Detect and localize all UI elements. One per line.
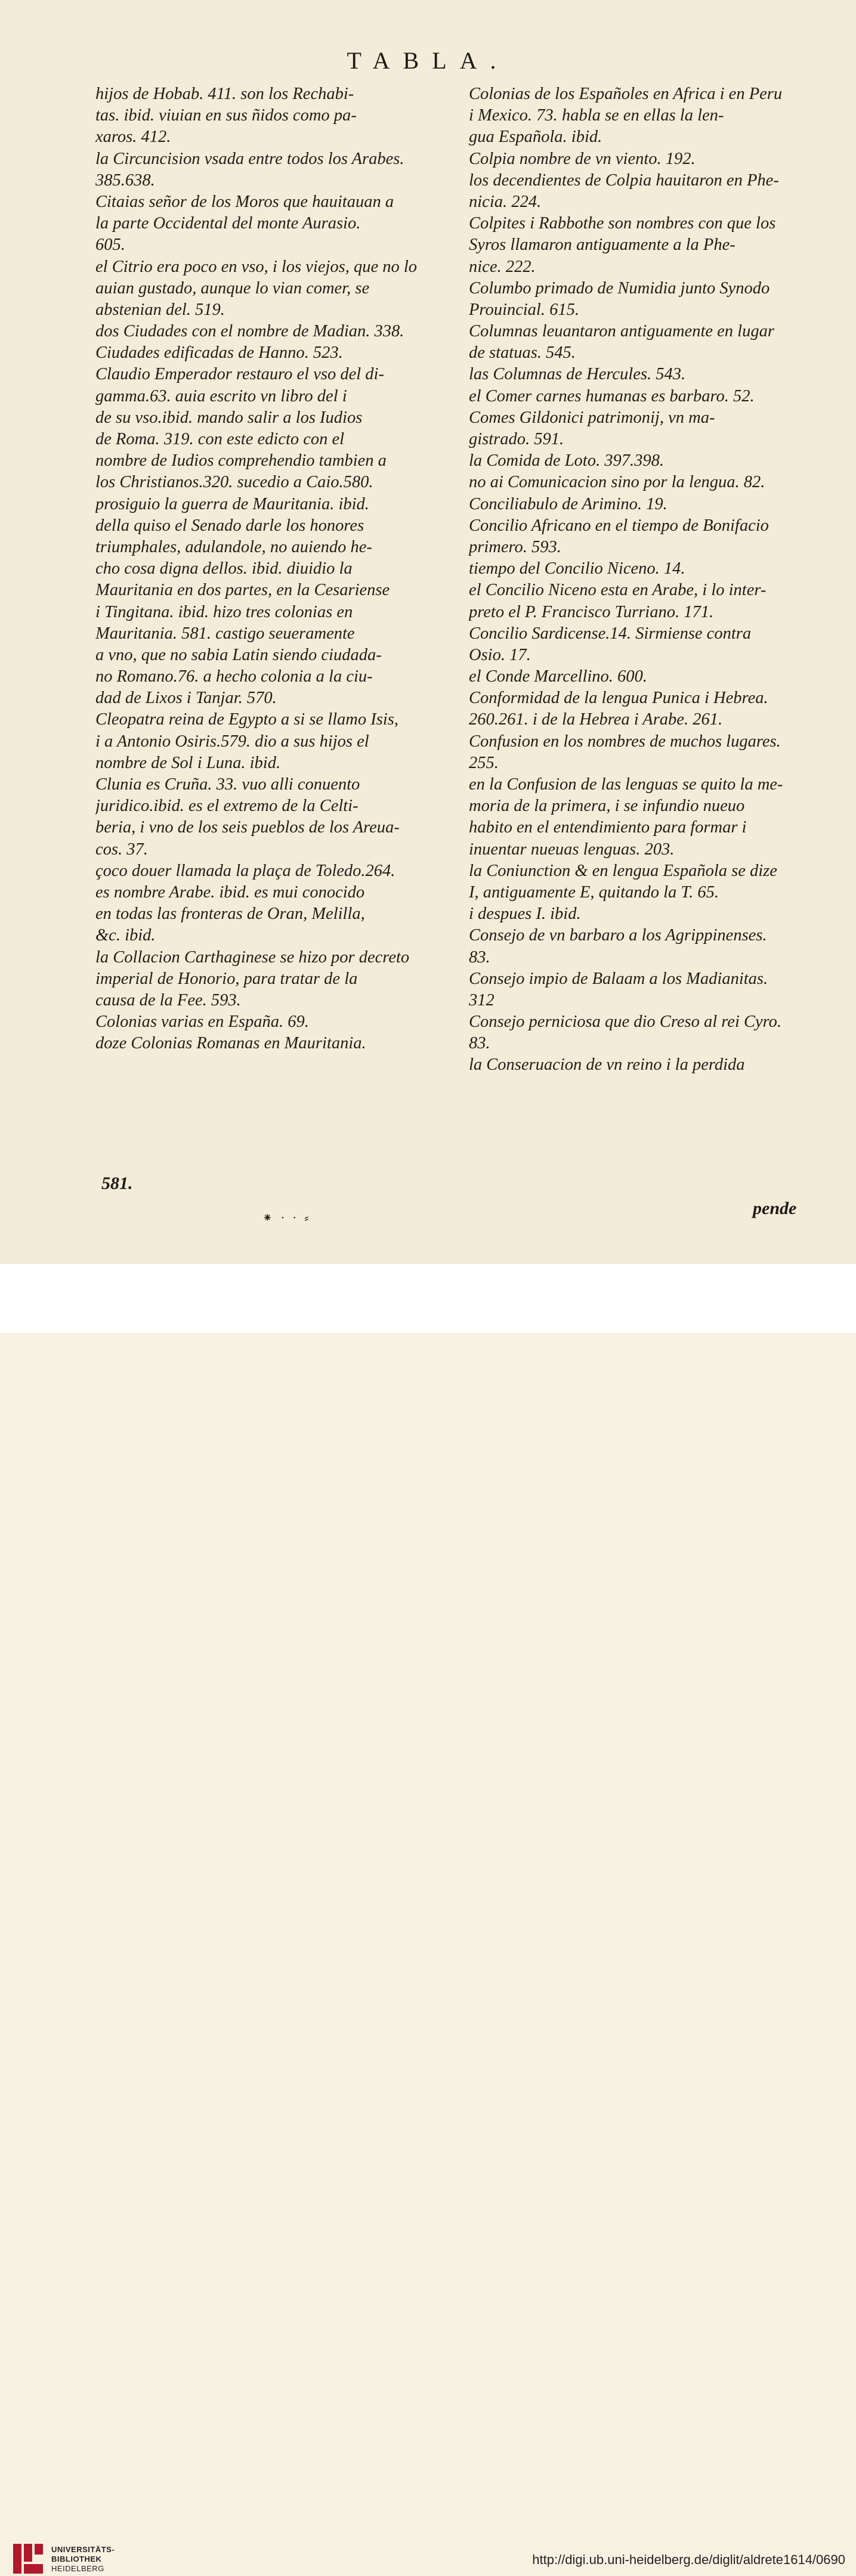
index-line: dad de Lixos i Tanjar. 570. (95, 689, 277, 708)
index-line: 312 (469, 990, 495, 1010)
index-line: 83. (469, 1034, 490, 1053)
index-line: en la Confusion de las lenguas se quito la me- (469, 775, 783, 794)
index-line: Consejo de vn barbaro a los Agrippinenses. (469, 926, 767, 945)
index-line: Clunia es Cruña. 33. vuo alli conuento (95, 775, 360, 794)
index-line: auian gustado, aunque lo vian comer, se (95, 278, 370, 298)
index-line: nombre de Iudios comprehendio tambien a (95, 451, 387, 470)
library-logo-icon (11, 2541, 45, 2576)
index-line: i despues I. ibid. (469, 905, 581, 924)
index-line: nicia. 224. (469, 192, 542, 211)
index-line: la Circuncision vsada entre todos los Arabes. (95, 149, 404, 168)
index-line: 605. (95, 236, 125, 255)
index-line: Comes Gildonici patrimonij, vn ma- (469, 408, 715, 427)
index-line: prosiguio la guerra de Mauritania. ibid. (95, 494, 369, 513)
index-line: es nombre Arabe. ibid. es mui conocido (95, 883, 365, 902)
book-page (0, 0, 856, 1264)
index-line: gua Española. ibid. (469, 128, 602, 147)
index-line: 255. (469, 753, 499, 772)
index-line: gamma.63. auia escrito vn libro del i (95, 386, 347, 405)
index-line: Mauritania. 581. castigo seueramente (95, 624, 355, 643)
index-line: Prouincial. 615. (469, 300, 579, 319)
index-line: Colpia nombre de vn viento. 192. (469, 149, 696, 168)
index-line: imperial de Honorio, para tratar de la (95, 969, 358, 988)
index-line: la Collacion Carthaginese se hizo por decreto (95, 948, 410, 967)
library-name: UNIVERSITÄTS- BIBLIOTHEK HEIDELBERG (51, 2545, 115, 2573)
index-line: triumphales, adulandole, no auiendo he- (95, 537, 372, 556)
index-line: de statuas. 545. (469, 343, 576, 363)
index-line: Columnas leuantaron antiguamente en lugar (469, 322, 774, 341)
index-line: Colonias de los Españoles en Africa i en Peru (469, 85, 783, 103)
index-line: a vno, que no sabia Latin siendo ciudada- (95, 645, 382, 664)
index-line: i Mexico. 73. habla se en ellas la len- (469, 106, 724, 125)
index-line: Conformidad de la lengua Punica i Hebrea. (469, 689, 768, 708)
index-line: las Columnas de Hercules. 543. (469, 365, 686, 384)
index-line: Confusion en los nombres de muchos lugares. (469, 732, 781, 751)
index-line: Mauritania en dos partes, en la Cesariense (95, 581, 390, 600)
index-line: tiempo del Concilio Niceno. 14. (469, 559, 685, 578)
index-line: 83. (469, 948, 490, 967)
index-line: Osio. 17. (469, 645, 531, 664)
index-line: Cleopatra reina de Egypto a si se llamo Isis, (95, 710, 398, 729)
index-line: la Coniunction & en lengua Española se dize (469, 861, 777, 880)
index-line: 385.638. (95, 171, 155, 190)
page-number: 581. (101, 1174, 133, 1193)
index-line: beria, i vno de los seis pueblos de los Areua- (95, 818, 400, 837)
index-line: Conciliabulo de Arimino. 19. (469, 494, 668, 513)
index-line: la Conseruacion de vn reino i la perdida (469, 1055, 745, 1075)
index-line: juridico.ibid. es el extremo de la Celti- (95, 797, 359, 816)
source-url[interactable]: http://digi.ub.uni-heidelberg.de/diglit/aldrete1614/0690 (532, 2552, 845, 2567)
index-line: preto el P. Francisco Turriano. 171. (469, 602, 714, 621)
index-line: en todas las fronteras de Oran, Melilla, (95, 905, 365, 924)
index-line: dos Ciudades con el nombre de Madian. 338. (95, 322, 404, 341)
index-line: çoco douer llamada la plaça de Toledo.264. (95, 861, 395, 880)
index-line: hijos de Hobab. 411. son los Rechabi- (95, 85, 354, 103)
index-line: Claudio Emperador restauro el vso del di- (95, 365, 384, 384)
index-line: los Christianos.320. sucedio a Caio.580. (95, 473, 373, 492)
index-line: gistrado. 591. (469, 430, 564, 448)
index-line: Colonias varias en España. 69. (95, 1013, 309, 1032)
index-line: primero. 593. (469, 537, 561, 556)
index-line: no Romano.76. a hecho colonia a la ciu- (95, 667, 373, 686)
index-line: I, antiguamente E, quitando la T. 65. (469, 883, 719, 902)
index-line: i a Antonio Osiris.579. dio a sus hijos el (95, 732, 369, 751)
index-line: cos. 37. (95, 840, 148, 859)
index-line: los decendientes de Colpia hauitaron en Phe- (469, 171, 779, 190)
index-line: 260.261. i de la Hebrea i Arabe. 261. (469, 710, 723, 729)
index-line: Ciudades edificadas de Hanno. 523. (95, 343, 343, 363)
index-line: Columbo primado de Numidia junto Synodo (469, 278, 770, 298)
index-line: causa de la Fee. 593. (95, 990, 241, 1010)
index-line: tas. ibid. viuian en sus ñidos como pa- (95, 106, 357, 125)
index-line: i Tingitana. ibid. hizo tres colonias en (95, 602, 353, 621)
index-line: de su vso.ibid. mando salir a los Iudios (95, 408, 363, 427)
index-line: abstenian del. 519. (95, 300, 225, 319)
index-line: nice. 222. (469, 257, 536, 276)
index-line: Colpites i Rabbothe son nombres con que los (469, 214, 776, 233)
index-column-left (95, 83, 471, 1054)
index-line: &c. ibid. (95, 926, 156, 945)
running-head: TABLA. (347, 47, 509, 74)
index-line: Concilio Sardicense.14. Sirmiense contra (469, 624, 752, 643)
index-line: el Concilio Niceno esta en Arabe, i lo inter- (469, 581, 767, 600)
index-line: inuentar nueuas lenguas. 203. (469, 840, 675, 859)
index-line: Consejo perniciosa que dio Creso al rei Cyro. (469, 1013, 782, 1032)
index-line: la parte Occidental del monte Aurasio. (95, 214, 361, 233)
printer-ornament: ⁕ ⸱ ⸱ ⸗ (262, 1210, 311, 1225)
index-line: Concilio Africano en el tiempo de Bonifacio (469, 516, 769, 535)
index-line: el Comer carnes humanas es barbaro. 52. (469, 386, 755, 405)
index-line: el Citrio era poco en vso, i los viejos, que no lo (95, 257, 418, 276)
index-line: Syros llamaron antiguamente a la Phe- (469, 236, 736, 255)
index-line: no ai Comunicacion sino por la lengua. 82. (469, 473, 765, 492)
catchword: pende (753, 1199, 797, 1218)
index-line: della quiso el Senado darle los honores (95, 516, 364, 535)
index-line: Consejo impio de Balaam a los Madianitas. (469, 969, 768, 988)
index-line: Citaias señor de los Moros que hauitauan a (95, 192, 394, 211)
index-line: doze Colonias Romanas en Mauritania. (95, 1034, 366, 1053)
index-line: habito en el entendimiento para formar i (469, 818, 747, 837)
index-line: de Roma. 319. con este edicto con el (95, 430, 345, 448)
index-line: moria de la primera, i se infundio nueuo (469, 797, 745, 816)
index-line: la Comida de Loto. 397.398. (469, 451, 664, 470)
footer-bar (0, 1264, 856, 2573)
index-line: nombre de Sol i Luna. ibid. (95, 753, 281, 772)
index-line: el Conde Marcellino. 600. (469, 667, 647, 686)
index-column-right (469, 83, 845, 1076)
index-line: xaros. 412. (95, 128, 171, 147)
index-line: cho cosa digna dellos. ibid. diuidio la (95, 559, 353, 578)
